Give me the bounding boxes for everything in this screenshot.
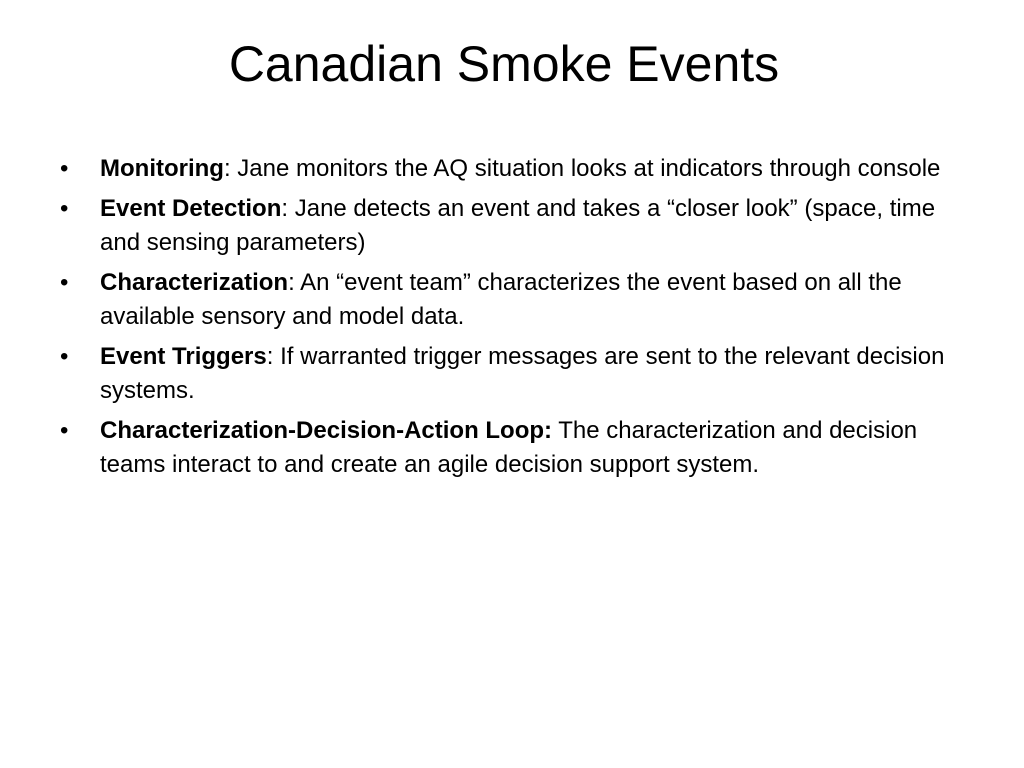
bullet-separator: : <box>288 269 295 296</box>
bullet-text: An “event team” characterizes the event based on all the available sensory and model data. <box>100 269 902 330</box>
bullet-separator: : <box>281 195 289 222</box>
bullet-icon: • <box>60 343 69 370</box>
bullet-term: Characterization-Decision-Action Loop: <box>100 417 553 444</box>
bullet-term: Monitoring <box>100 155 224 182</box>
bullet-separator: : <box>266 343 274 370</box>
bullet-item-characterization <box>56 266 966 334</box>
bullet-term: Event Triggers <box>100 343 267 370</box>
bullet-item-event-detection <box>56 192 966 260</box>
bullet-text: The characterization and decision teams interact to and create an agile decision support system. <box>100 417 918 478</box>
bullet-separator: : <box>223 155 231 182</box>
bullet-term: Characterization <box>100 269 289 296</box>
bullet-item-monitoring <box>56 152 966 186</box>
bullet-icon: • <box>60 417 69 444</box>
bullet-icon: • <box>60 269 69 296</box>
bullet-term: Event Detection <box>100 195 282 222</box>
slide-title: Canadian Smoke Events <box>228 36 780 92</box>
bullet-text: Jane monitors the AQ situation looks at indicators through console <box>230 155 941 182</box>
bullet-icon: • <box>60 195 69 222</box>
bullet-item-decision-loop <box>56 414 966 482</box>
bullet-icon: • <box>60 155 69 182</box>
bullet-text: If warranted trigger messages are sent to the relevant decision systems. <box>100 343 945 404</box>
bullet-list <box>56 152 966 488</box>
bullet-text: Jane detects an event and takes a “closer look” (space, time and sensing parameters) <box>100 195 936 256</box>
bullet-item-event-triggers <box>56 340 966 408</box>
